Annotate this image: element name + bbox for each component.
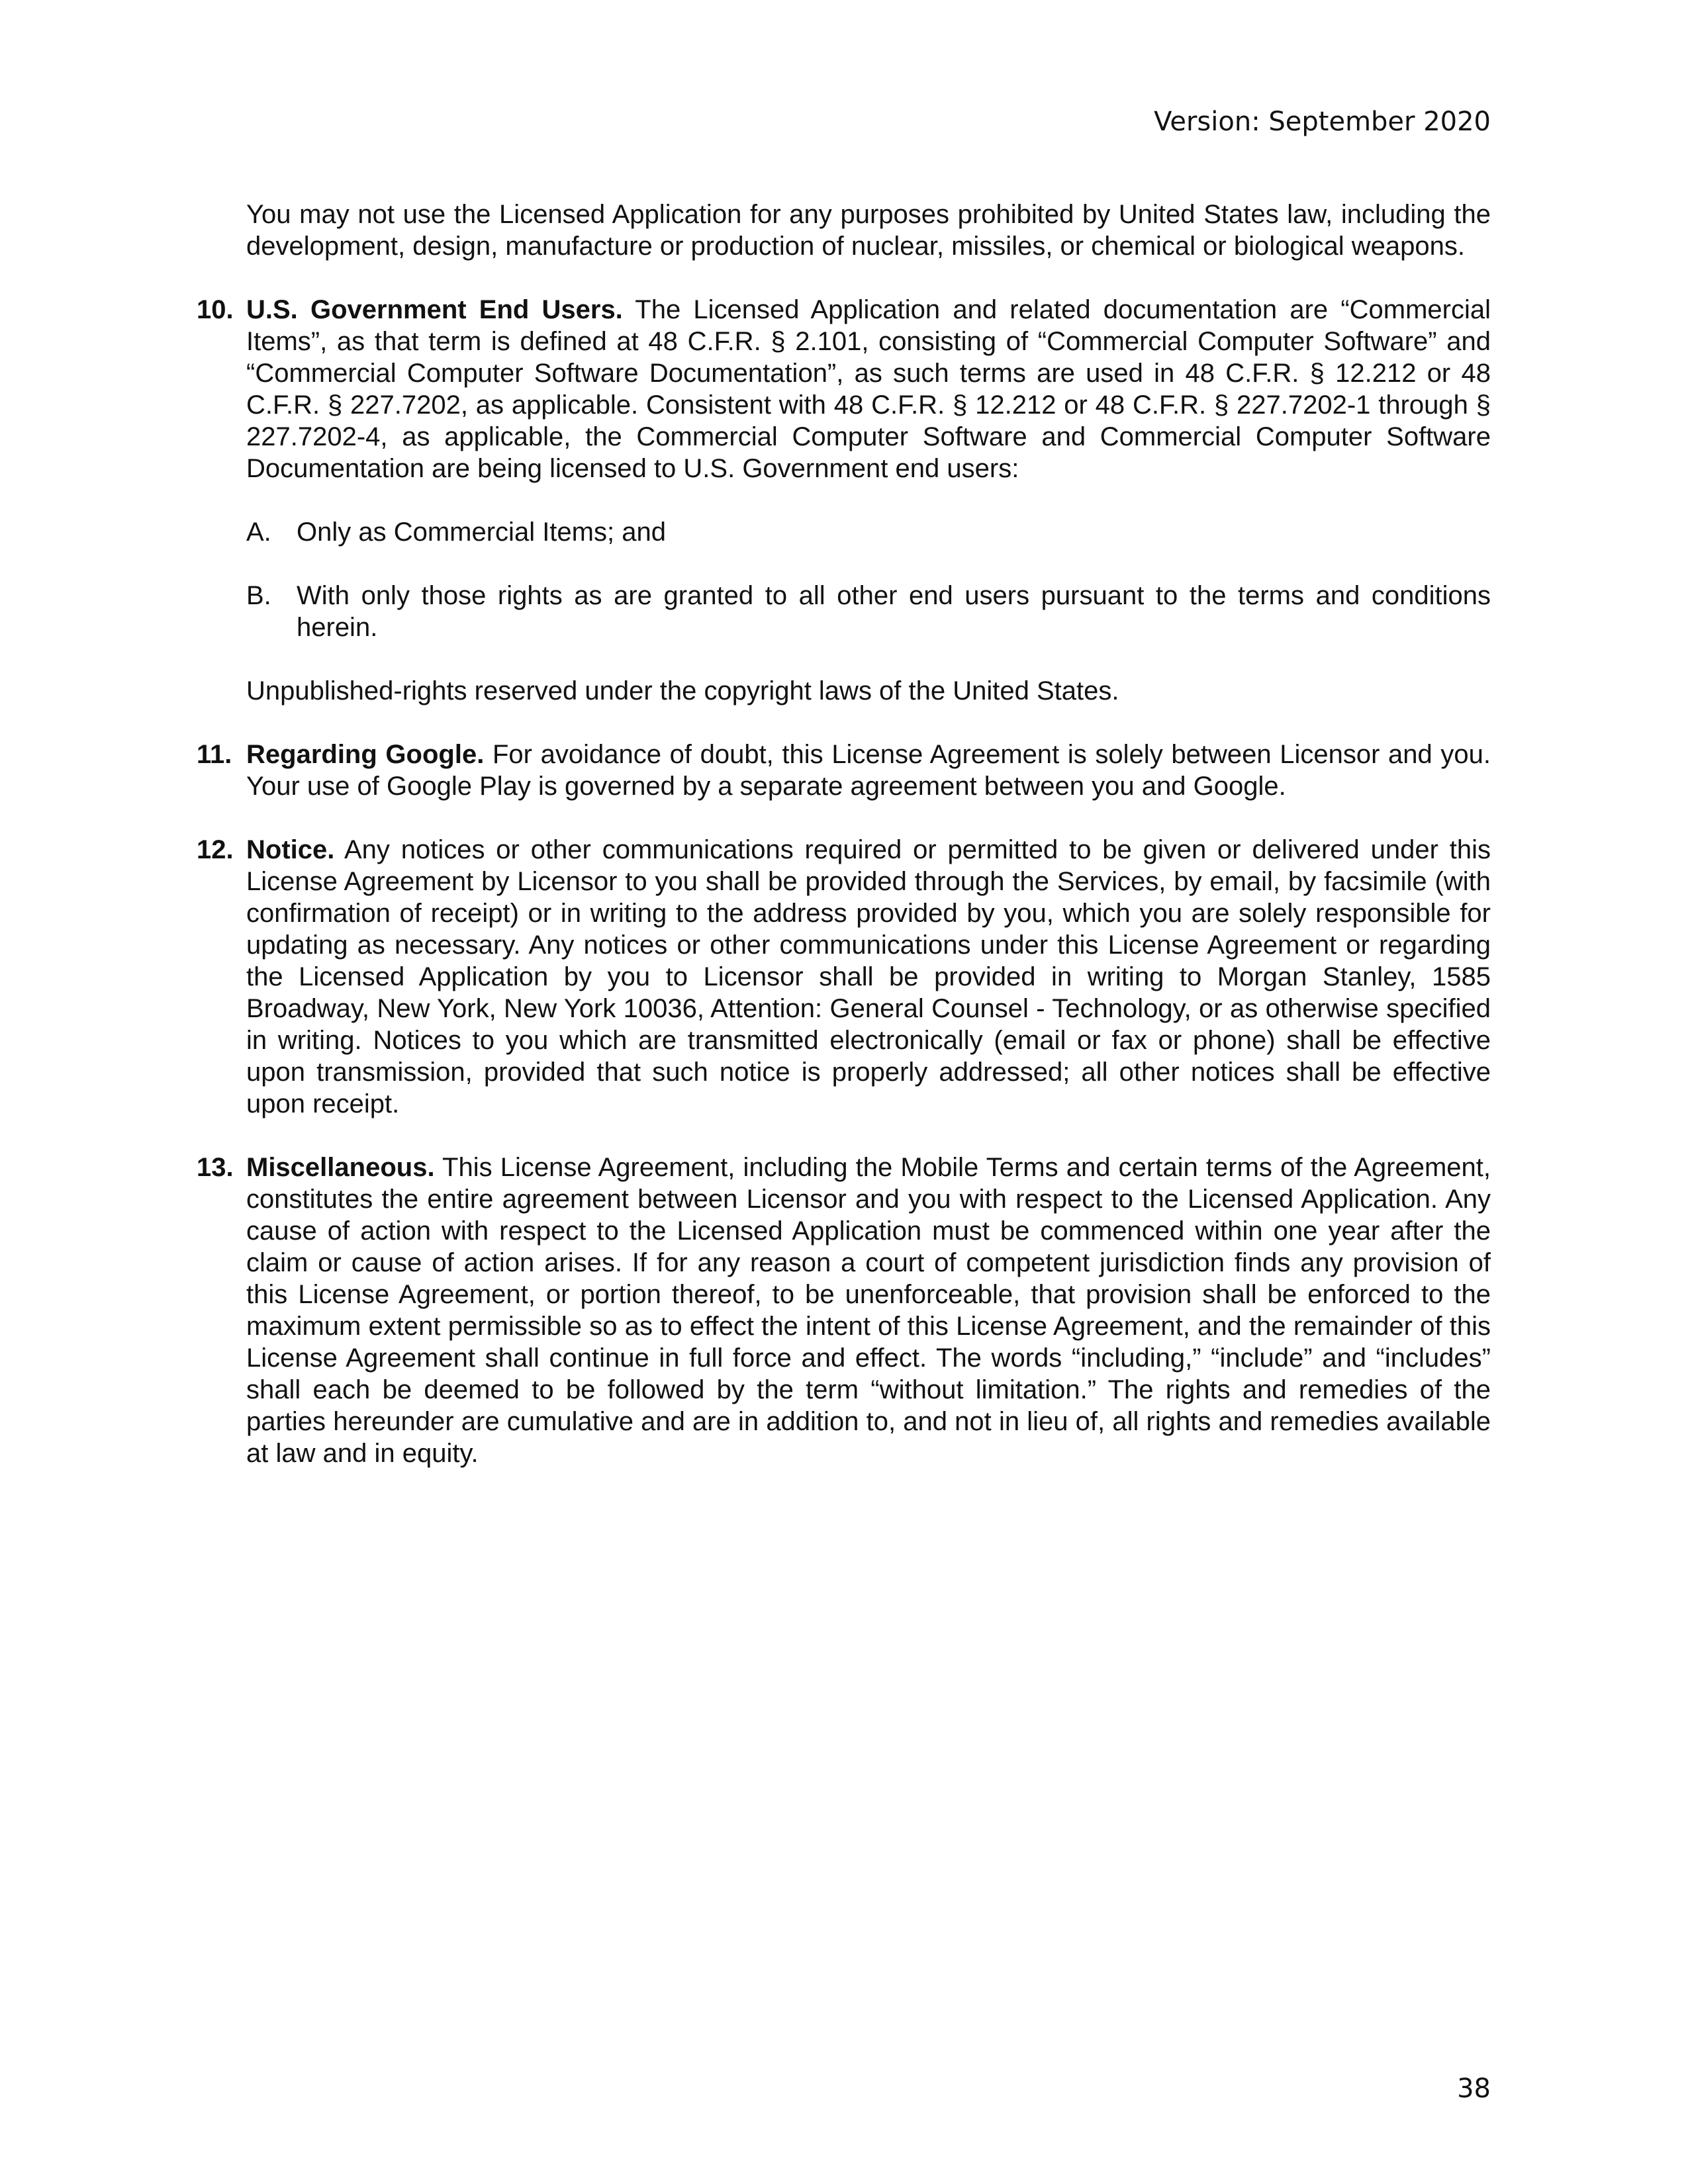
- section-body: The Licensed Application and related documentation are “Commercial Items”, as that term is defined at 48 C.F.R. § 2.101, consisting of “Commercial Computer Software” and “Commercial Computer Software Documentation”, as such terms are used in 48 C.F.R. § 12.212 or 48 C.F.R. § 227.7202, as applicable. Consistent with 48 C.F.R. § 12.212 or 48 C.F.R. § 227.7202-1 through § 227.7202-4, as applicable, the Commercial Computer Software and Commercial Computer Software Documentation are being licensed to U.S. Government end users:: [246, 295, 1491, 483]
- section-12: [197, 834, 1491, 1120]
- section-paragraph: [246, 1152, 1491, 1469]
- section-number: 10.: [197, 295, 234, 324]
- list-item-text: Only as Commercial Items; and: [297, 518, 666, 547]
- section-title: Regarding Google.: [246, 740, 485, 769]
- page-number: 38: [1457, 2073, 1491, 2104]
- section-10: [197, 294, 1491, 484]
- section-paragraph: [246, 834, 1491, 1120]
- section-number: 12.: [197, 835, 234, 864]
- section-body: Any notices or other communications required or permitted to be given or delivered under this License Agreement by Licensor to you shall be provided through the Services, by email, by facsimile (with confirmation of receipt) or in writing to the address provided by you, which you are solely responsible for updating as necessary. Any notices or other communications under this License Agreement or regarding the Licensed Application by you to Licensor shall be provided in writing to Morgan Stanley, 1585 Broadway, New York, New York 10036, Attention: General Counsel - Technology, or as otherwise specified in writing. Notices to you which are transmitted electronically (email or fax or phone) shall be effective upon transmission, provided that such notice is properly addressed; all other notices shall be effective upon receipt.: [246, 835, 1491, 1118]
- section-title: U.S. Government End Users.: [246, 295, 623, 324]
- document-body: [197, 199, 1491, 1501]
- section-10-closing: Unpublished-rights reserved under the copyright laws of the United States.: [246, 676, 1119, 705]
- section-body: For avoidance of doubt, this License Agreement is solely between Licensor and you. Your use of Google Play is governed by a separate agreement between you and Google.: [246, 740, 1491, 801]
- section-title: Notice.: [246, 835, 335, 864]
- list-item: [246, 580, 1491, 643]
- section-11: [197, 739, 1491, 802]
- section-paragraph: [246, 294, 1491, 484]
- list-item-letter: B.: [246, 581, 271, 610]
- list-item-letter: A.: [246, 518, 271, 547]
- list-item: [246, 516, 1491, 548]
- section-body: This License Agreement, including the Mobile Terms and certain terms of the Agreement, constitutes the entire agreement between Licensor and you with respect to the Licensed Application. Any cause of action with respect to the Licensed Application must be commenced within one year after the claim or cause of action arises. If for any reason a court of competent jurisdiction finds any provision of this License Agreement, or portion thereof, to be unenforceable, that provision shall be enforced to the maximum extent permissible so as to effect the intent of this License Agreement, and the remainder of this License Agreement shall continue in full force and effect. The words “including,” “include” and “includes” shall each be deemed to be followed by the term “without limitation.” The rights and remedies of the parties hereunder are cumulative and are in addition to, and not in lieu of, all rights and remedies available at law and in equity.: [246, 1153, 1491, 1468]
- list-item-text: With only those rights as are granted to all other end users pursuant to the terms and conditions herein.: [297, 581, 1491, 642]
- intro-paragraph: You may not use the Licensed Application for any purposes prohibited by United States law, including the development, design, manufacture or production of nuclear, missiles, or chemical or biological weapons.: [246, 200, 1491, 261]
- section-number: 13.: [197, 1153, 234, 1182]
- section-paragraph: [246, 739, 1491, 802]
- version-label: Version: September 2020: [1154, 107, 1491, 137]
- section-number: 11.: [197, 740, 232, 769]
- section-title: Miscellaneous.: [246, 1153, 435, 1182]
- section-13: [197, 1152, 1491, 1469]
